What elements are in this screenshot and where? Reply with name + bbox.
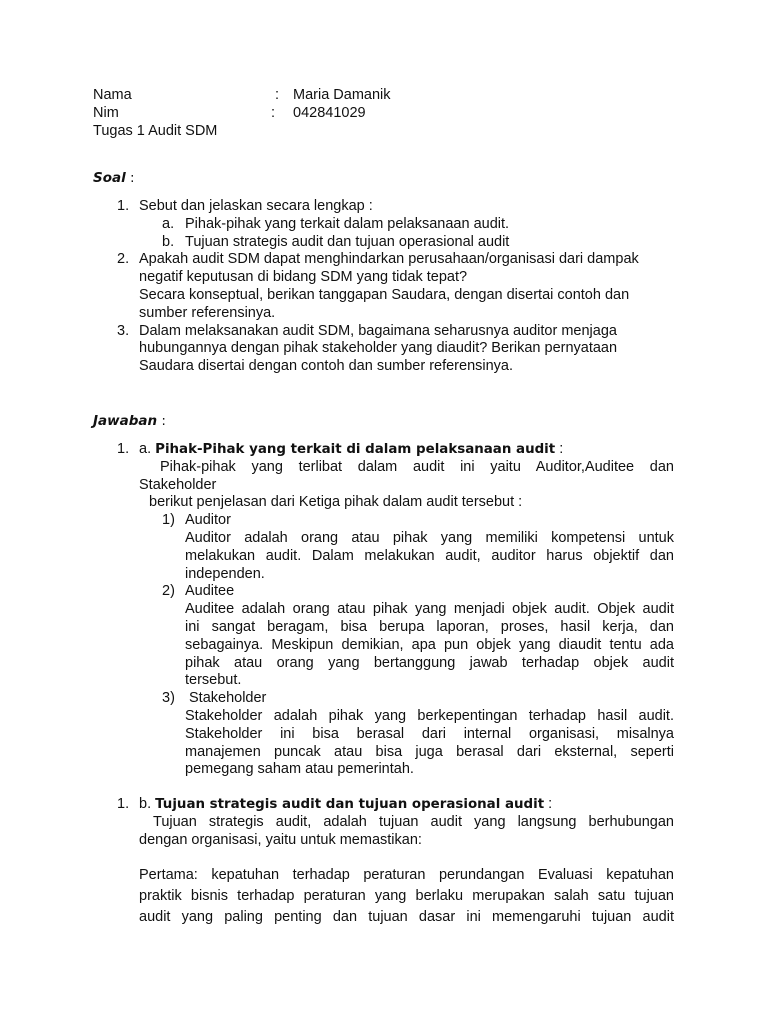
answer-a bbox=[117, 441, 674, 779]
answer-a-heading-colon: : bbox=[555, 441, 564, 457]
question-1a bbox=[117, 216, 677, 234]
party-2-line-1: Auditee adalah orang atau pihak yang menjadi objek audit. Objek audit bbox=[185, 601, 674, 618]
party-3-title: Stakeholder bbox=[189, 690, 267, 707]
task-title bbox=[93, 123, 693, 141]
answer-b-pertama-line-2: praktik bisnis terhadap peraturan yang berlaku merupakan salah satu tujuan bbox=[139, 888, 674, 905]
jawaban-heading bbox=[93, 413, 166, 431]
nim-value: 042841029 bbox=[293, 104, 366, 121]
answer-b-prefix: b. bbox=[139, 796, 156, 812]
party-2-line-4: pihak atau orang yang bertanggung jawab terhadap objek audit bbox=[185, 654, 674, 671]
party-2-line-3: sebagainya. Meskipun demikian, apa pun objek yang diaudit tentu ada bbox=[185, 636, 674, 653]
party-2-heading bbox=[117, 583, 674, 601]
party-3-line-3: manajemen puncak atau bisa juga berasal dari eksternal, seperti bbox=[185, 743, 674, 760]
answer-a-heading-line bbox=[139, 441, 563, 459]
question-1b-text: Tujuan strategis audit dan tujuan operasional audit bbox=[185, 233, 510, 250]
party-1-line-3: independen. bbox=[185, 565, 265, 582]
soal-heading-colon: : bbox=[125, 170, 135, 186]
question-list bbox=[117, 198, 677, 376]
nama-value: Maria Damanik bbox=[293, 87, 391, 103]
jawaban-heading-text: Jawaban bbox=[93, 413, 158, 429]
task-title-text: Tugas 1 Audit SDM bbox=[93, 122, 218, 139]
party-2-line-2: ini sangat beragam, bisa berupa laporan, proses, hasil kerja, dan bbox=[185, 618, 674, 635]
identity-header bbox=[93, 87, 693, 140]
answer-a-heading bbox=[117, 441, 674, 459]
party-1-description bbox=[117, 530, 674, 583]
answer-a-number: 1. bbox=[117, 441, 130, 457]
party-3-line-2: Stakeholder ini bisa berasal dari internal organisasi, misalnya bbox=[185, 725, 674, 742]
answer-b-heading bbox=[117, 796, 674, 814]
party-1-title: Auditor bbox=[185, 512, 231, 529]
nama-separator: : bbox=[275, 87, 280, 103]
question-2-line-2: negatif keputusan di bidang SDM yang tidak tepat? bbox=[139, 269, 468, 286]
nama-label: Nama bbox=[93, 87, 132, 103]
nim-row bbox=[93, 105, 693, 123]
party-3-line-4: pemegang saham atau pemerintah. bbox=[185, 761, 414, 778]
party-2-description bbox=[117, 601, 674, 690]
answer-a-intro-line-3: berikut penjelasan dari Ketiga pihak dalam audit tersebut : bbox=[149, 494, 523, 511]
party-1-line-2: melakukan audit. Dalam melakukan audit, auditor harus objektif dan bbox=[185, 547, 674, 564]
answer-a-intro bbox=[117, 459, 674, 512]
question-1b bbox=[117, 234, 677, 252]
question-3-line-1: Dalam melaksanakan audit SDM, bagaimana seharusnya auditor menjaga bbox=[139, 322, 617, 339]
answer-a-intro-line-1: Pihak-pihak yang terlibat dalam audit ini yaitu Auditor,Auditee dan bbox=[160, 458, 674, 475]
question-1-number: 1. bbox=[117, 198, 130, 214]
question-2-line-4: sumber referensinya. bbox=[139, 304, 276, 321]
party-3-heading bbox=[117, 690, 674, 708]
answer-a-heading-text: Pihak-Pihak yang terkait di dalam pelaksanaan audit bbox=[155, 442, 556, 457]
answer-b bbox=[117, 796, 674, 930]
nim-separator: : bbox=[271, 104, 276, 121]
nama-row bbox=[93, 87, 693, 105]
question-1b-letter: b. bbox=[162, 233, 175, 250]
answer-b-intro bbox=[117, 814, 674, 930]
answer-b-intro-line-2: dengan organisasi, yaitu untuk memastikan: bbox=[139, 831, 422, 848]
question-1 bbox=[117, 198, 677, 216]
answer-b-heading-colon: : bbox=[544, 796, 553, 812]
answer-b-pertama-line-1: Pertama: kepatuhan terhadap peraturan perundangan Evaluasi kepatuhan bbox=[139, 867, 674, 884]
question-2-line-3: Secara konseptual, berikan tanggapan Saudara, dengan disertai contoh dan bbox=[139, 286, 630, 303]
party-3-number: 3) bbox=[162, 690, 175, 707]
question-2-line-1: Apakah audit SDM dapat menghindarkan perusahaan/organisasi dari dampak bbox=[139, 251, 639, 268]
question-3-number: 3. bbox=[117, 322, 130, 339]
party-1-number: 1) bbox=[162, 512, 175, 529]
question-2 bbox=[117, 251, 677, 269]
party-2-number: 2) bbox=[162, 583, 175, 600]
question-3 bbox=[117, 323, 677, 341]
question-3-line-3: Saudara disertai dengan contoh dan sumber referensinya. bbox=[139, 358, 514, 375]
answer-b-pertama-line-3: audit yang paling penting dan tujuan dasar ini memengaruhi tujuan audit bbox=[139, 909, 674, 926]
question-2-number: 2. bbox=[117, 251, 130, 268]
answer-b-intro-line-1: Tujuan strategis audit, adalah tujuan audit yang langsung berhubungan bbox=[153, 813, 674, 830]
question-1-text: Sebut dan jelaskan secara lengkap : bbox=[139, 198, 373, 214]
answer-b-heading-line bbox=[139, 796, 552, 814]
party-1-line-1: Auditor adalah orang atau pihak yang memiliki kompetensi untuk bbox=[185, 529, 674, 546]
question-1a-text: Pihak-pihak yang terkait dalam pelaksanaan audit. bbox=[185, 215, 510, 232]
question-1a-letter: a. bbox=[162, 215, 175, 232]
soal-heading bbox=[93, 170, 135, 188]
answer-b-heading-text: Tujuan strategis audit dan tujuan operasional audit bbox=[155, 797, 545, 812]
paragraph-spacer bbox=[139, 849, 674, 867]
party-3-line-1: Stakeholder adalah pihak yang berkepentingan terhadap hasil audit. bbox=[185, 707, 674, 724]
party-3-description bbox=[117, 708, 674, 779]
question-3-line-2: hubungannya dengan pihak stakeholder yang diaudit? Berikan pernyataan bbox=[139, 340, 618, 357]
party-1-heading bbox=[117, 512, 674, 530]
jawaban-heading-colon: : bbox=[157, 413, 166, 429]
party-2-line-5: tersebut. bbox=[185, 672, 242, 689]
answer-b-number: 1. bbox=[117, 796, 130, 812]
answer-a-intro-line-2: Stakeholder bbox=[139, 476, 217, 493]
answer-a-prefix: a. bbox=[139, 441, 156, 457]
nim-label: Nim bbox=[93, 104, 119, 121]
soal-heading-text: Soal bbox=[93, 170, 126, 186]
party-2-title: Auditee bbox=[185, 583, 235, 600]
